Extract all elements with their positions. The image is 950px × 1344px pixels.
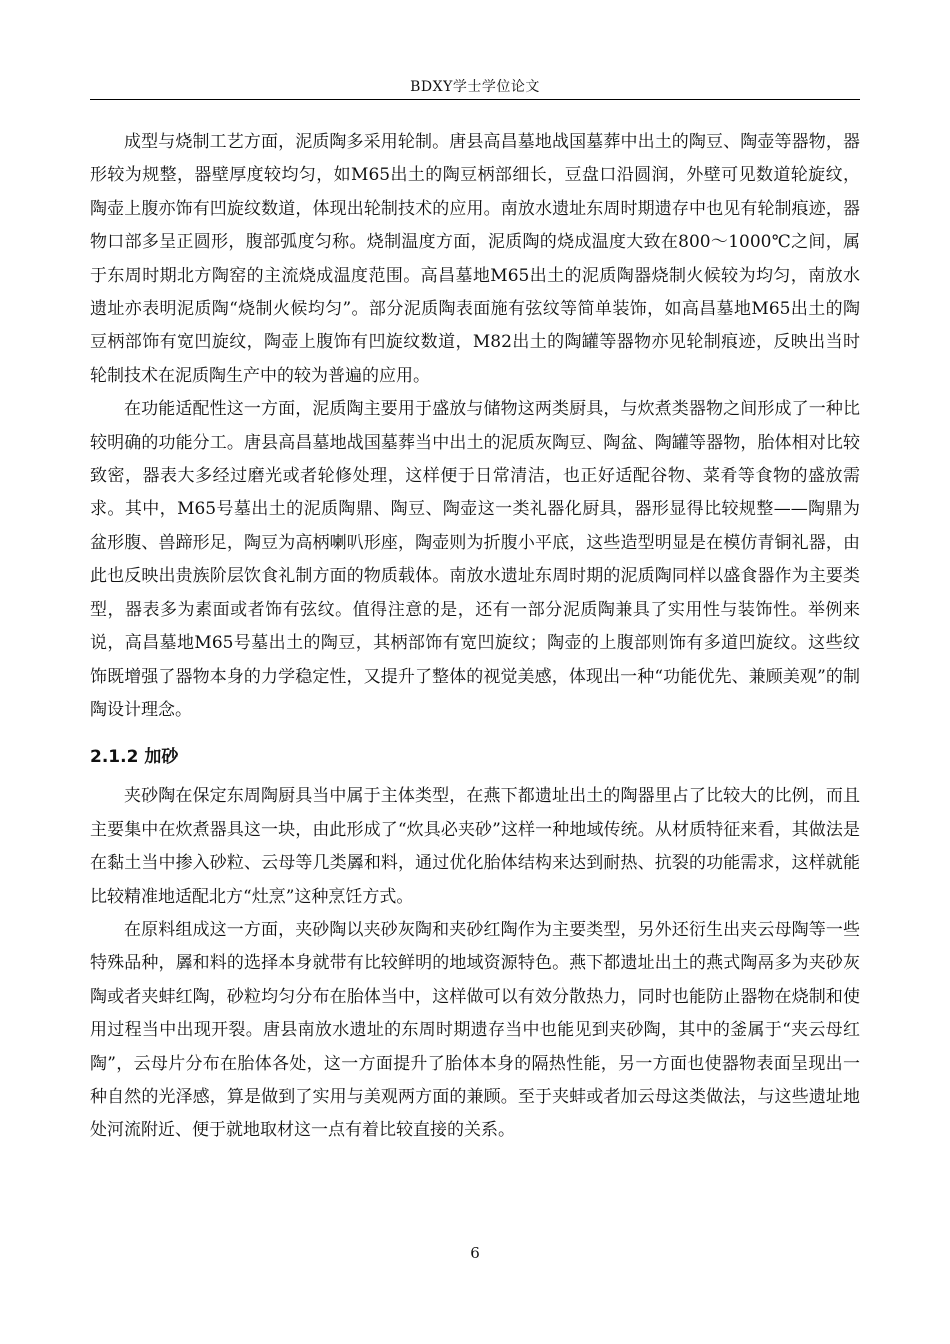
header-divider xyxy=(90,99,860,100)
section-heading: 2.1.2 加砂 xyxy=(90,747,179,768)
body-paragraph: 在原料组成这一方面，夹砂陶以夹砂灰陶和夹砂红陶作为主要类型，另外还衍生出夹云母陶等一些特殊品种，羼和料的选择本身就带有比较鲜明的地域资源特色。燕下都遗址出土的燕式陶鬲多为夹砂灰陶或者夹蚌红陶，砂粒均匀分布在胎体当中，这样做可以有效分散热力，同时也能防止器物在烧制和使用过程当中出现开裂。唐县南放水遗址的东周时期遗存当中也能见到夹砂陶，其中的釜属于“夹云母红陶”，云母片分布在胎体各处，这一方面提升了胎体本身的隔热性能，另一方面也使器物表面呈现出一种自然的光泽感，算是做到了实用与美观两方面的兼顾。至于夹蚌或者加云母这类做法，与这些遗址地处河流附近、便于就地取材这一点有着比较直接的关系。 xyxy=(90,919,860,1141)
body-paragraph: 成型与烧制工艺方面，泥质陶多采用轮制。唐县高昌墓地战国墓葬中出土的陶豆、陶壶等器物，器形较为规整，器壁厚度较均匀，如M65出土的陶豆柄部细长，豆盘口沿圆润，外壁可见数道轮旋纹，陶壶上腹亦饰有凹旋纹数道，体现出轮制技术的应用。南放水遗址东周时期遗存中也见有轮制痕迹，器物口部多呈正圆形，腹部弧度匀称。烧制温度方面，泥质陶的烧成温度大致在800～1000℃之间，属于东周时期北方陶窑的主流烧成温度范围。高昌墓地M65出土的泥质陶器烧制火候较为均匀，南放水遗址亦表明泥质陶“烧制火候均匀”。部分泥质陶表面施有弦纹等简单装饰，如高昌墓地M65出土的陶豆柄部饰有宽凹旋纹，陶壶上腹饰有凹旋纹数道，M82出土的陶罐等器物亦见轮制痕迹，反映出当时轮制技术在泥质陶生产中的较为普遍的应用。 xyxy=(90,132,860,386)
body-paragraph: 夹砂陶在保定东周陶厨具当中属于主体类型，在燕下都遗址出土的陶器里占了比较大的比例，而且主要集中在炊煮器具这一块，由此形成了“炊具必夹砂”这样一种地域传统。从材质特征来看，其做法是在黏土当中掺入砂粒、云母等几类羼和料，通过优化胎体结构来达到耐热、抗裂的功能需求，这样就能比较精准地适配北方“灶烹”这种烹饪方式。 xyxy=(90,786,860,907)
page-number: 6 xyxy=(470,1244,480,1262)
running-header: BDXY学士学位论文 xyxy=(410,79,540,95)
page-body xyxy=(90,126,860,1148)
body-paragraph: 在功能适配性这一方面，泥质陶主要用于盛放与储物这两类厨具，与炊煮类器物之间形成了一种比较明确的功能分工。唐县高昌墓地战国墓葬当中出土的泥质灰陶豆、陶盆、陶罐等器物，胎体相对比较致密，器表大多经过磨光或者轮修处理，这样便于日常清洁，也正好适配谷物、菜肴等食物的盛放需求。其中，M65号墓出土的泥质陶鼎、陶豆、陶壶这一类礼器化厨具，器形显得比较规整——陶鼎为盆形腹、兽蹄形足，陶豆为高柄喇叭形座，陶壶则为折腹小平底，这些造型明显是在模仿青铜礼器，由此也反映出贵族阶层饮食礼制方面的物质载体。南放水遗址东周时期的泥质陶同样以盛食器作为主要类型，器表多为素面或者饰有弦纹。值得注意的是，还有一部分泥质陶兼具了实用性与装饰性。举例来说，高昌墓地M65号墓出土的陶豆，其柄部饰有宽凹旋纹；陶壶的上腹部则饰有多道凹旋纹。这些纹饰既增强了器物本身的力学稳定性，又提升了整体的视觉美感，体现出一种“功能优先、兼顾美观”的制陶设计理念。 xyxy=(90,399,860,720)
